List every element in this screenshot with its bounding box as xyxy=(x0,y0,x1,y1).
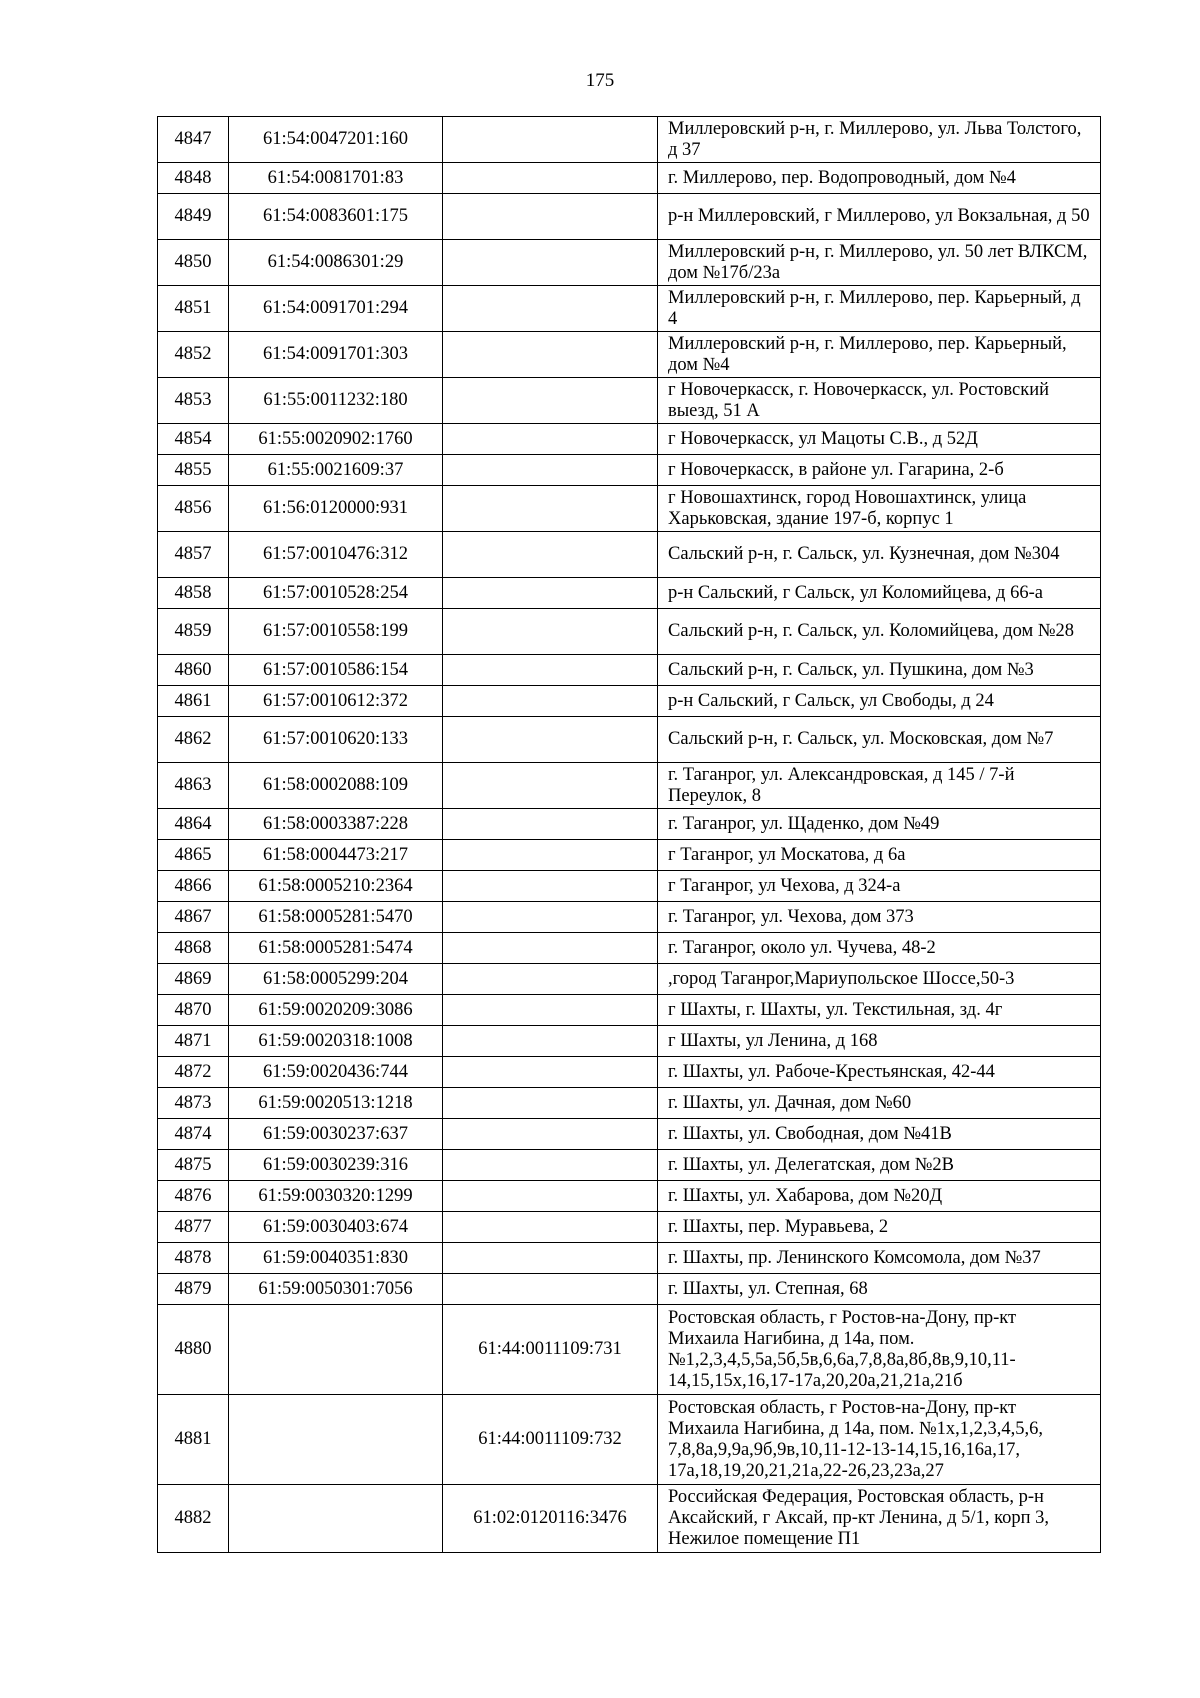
address-cell: г. Шахты, ул. Рабоче-Крестьянская, 42-44 xyxy=(658,1057,1101,1088)
row-number-cell: 4865 xyxy=(158,840,229,871)
cadastral-number-cell: 61:58:0005299:204 xyxy=(229,964,443,995)
table-row xyxy=(158,332,1101,378)
table-row xyxy=(158,117,1101,163)
premises-cadastral-number-cell xyxy=(443,424,658,455)
address-cell: Российская Федерация, Ростовская область, р-н Аксайский, г Аксай, пр-кт Ленина, д 5/1, корп 3, Нежилое помещение П1 xyxy=(658,1485,1101,1553)
row-number-cell: 4852 xyxy=(158,332,229,378)
premises-cadastral-number-cell: 61:02:0120116:3476 xyxy=(443,1485,658,1553)
premises-cadastral-number-cell xyxy=(443,1088,658,1119)
cadastral-number-cell: 61:59:0030403:674 xyxy=(229,1212,443,1243)
table-row xyxy=(158,240,1101,286)
row-number-cell: 4864 xyxy=(158,809,229,840)
premises-cadastral-number-cell xyxy=(443,486,658,532)
cadastral-number-cell: 61:54:0086301:29 xyxy=(229,240,443,286)
cadastral-number-cell: 61:59:0040351:830 xyxy=(229,1243,443,1274)
address-cell: р-н Сальский, г Сальск, ул Свободы, д 24 xyxy=(658,686,1101,717)
table-row xyxy=(158,455,1101,486)
address-cell: г. Таганрог, ул. Щаденко, дом №49 xyxy=(658,809,1101,840)
address-cell: г. Миллерово, пер. Водопроводный, дом №4 xyxy=(658,163,1101,194)
row-number-cell: 4858 xyxy=(158,578,229,609)
table-row xyxy=(158,1181,1101,1212)
row-number-cell: 4857 xyxy=(158,532,229,578)
address-cell: р-н Миллеровский, г Миллерово, ул Вокзальная, д 50 xyxy=(658,194,1101,240)
row-number-cell: 4874 xyxy=(158,1119,229,1150)
table-row xyxy=(158,763,1101,809)
cadastral-number-cell: 61:59:0020318:1008 xyxy=(229,1026,443,1057)
premises-cadastral-number-cell xyxy=(443,1181,658,1212)
row-number-cell: 4881 xyxy=(158,1395,229,1485)
property-table xyxy=(157,116,1101,1553)
premises-cadastral-number-cell: 61:44:0011109:732 xyxy=(443,1395,658,1485)
premises-cadastral-number-cell xyxy=(443,194,658,240)
row-number-cell: 4867 xyxy=(158,902,229,933)
address-cell: г Шахты, ул Ленина, д 168 xyxy=(658,1026,1101,1057)
table-row xyxy=(158,578,1101,609)
cadastral-number-cell: 61:57:0010612:372 xyxy=(229,686,443,717)
cadastral-number-cell: 61:55:0011232:180 xyxy=(229,378,443,424)
page-number: 175 xyxy=(585,70,615,91)
row-number-cell: 4872 xyxy=(158,1057,229,1088)
table-row xyxy=(158,1212,1101,1243)
address-cell: г Таганрог, ул Москатова, д 6а xyxy=(658,840,1101,871)
row-number-cell: 4848 xyxy=(158,163,229,194)
table-row xyxy=(158,194,1101,240)
table-row xyxy=(158,717,1101,763)
cadastral-number-cell: 61:54:0081701:83 xyxy=(229,163,443,194)
cadastral-number-cell: 61:58:0005210:2364 xyxy=(229,871,443,902)
premises-cadastral-number-cell xyxy=(443,717,658,763)
row-number-cell: 4868 xyxy=(158,933,229,964)
row-number-cell: 4878 xyxy=(158,1243,229,1274)
address-cell: Миллеровский р-н, г. Миллерово, ул. 50 лет ВЛКСМ, дом №17б/23а xyxy=(658,240,1101,286)
address-cell: Ростовская область, г Ростов-на-Дону, пр-кт Михаила Нагибина, д 14а, пом. №1х,1,2,3,4,5,6, 7,8,8а,9,9а,9б,9в,10,11-12-13-14,15,16,16а,17, 17а,18,19,20,21,21а,22-26,23,23а,27 xyxy=(658,1395,1101,1485)
premises-cadastral-number-cell xyxy=(443,995,658,1026)
address-cell: Сальский р-н, г. Сальск, ул. Коломийцева, дом №28 xyxy=(658,609,1101,655)
address-cell: Сальский р-н, г. Сальск, ул. Кузнечная, дом №304 xyxy=(658,532,1101,578)
address-cell: г Новочеркасск, г. Новочеркасск, ул. Ростовский выезд, 51 А xyxy=(658,378,1101,424)
address-cell: Ростовская область, г Ростов-на-Дону, пр-кт Михаила Нагибина, д 14а, пом.№1,2,3,4,5,5а,5б,5в,6,6а,7,8,8а,8б,8в,9,10,11-14,15,15х,16,17-17а,20,20а,21,21а,21б xyxy=(658,1305,1101,1395)
cadastral-number-cell: 61:57:0010528:254 xyxy=(229,578,443,609)
cadastral-number-cell: 61:57:0010620:133 xyxy=(229,717,443,763)
row-number-cell: 4870 xyxy=(158,995,229,1026)
row-number-cell: 4862 xyxy=(158,717,229,763)
address-cell: Миллеровский р-н, г. Миллерово, пер. Карьерный, д 4 xyxy=(658,286,1101,332)
cadastral-number-cell: 61:55:0020902:1760 xyxy=(229,424,443,455)
table-row xyxy=(158,1305,1101,1395)
row-number-cell: 4871 xyxy=(158,1026,229,1057)
table-row xyxy=(158,1026,1101,1057)
row-number-cell: 4860 xyxy=(158,655,229,686)
row-number-cell: 4880 xyxy=(158,1305,229,1395)
row-number-cell: 4877 xyxy=(158,1212,229,1243)
row-number-cell: 4876 xyxy=(158,1181,229,1212)
row-number-cell: 4879 xyxy=(158,1274,229,1305)
row-number-cell: 4866 xyxy=(158,871,229,902)
row-number-cell: 4849 xyxy=(158,194,229,240)
address-cell: Сальский р-н, г. Сальск, ул. Московская, дом №7 xyxy=(658,717,1101,763)
premises-cadastral-number-cell xyxy=(443,1026,658,1057)
cadastral-number-cell: 61:57:0010586:154 xyxy=(229,655,443,686)
row-number-cell: 4854 xyxy=(158,424,229,455)
cadastral-number-cell: 61:54:0091701:303 xyxy=(229,332,443,378)
premises-cadastral-number-cell xyxy=(443,1057,658,1088)
cadastral-number-cell: 61:59:0020436:744 xyxy=(229,1057,443,1088)
cadastral-number-cell xyxy=(229,1305,443,1395)
premises-cadastral-number-cell xyxy=(443,286,658,332)
address-cell: г. Шахты, пер. Муравьева, 2 xyxy=(658,1212,1101,1243)
premises-cadastral-number-cell xyxy=(443,532,658,578)
table-row xyxy=(158,933,1101,964)
address-cell: г. Шахты, ул. Степная, 68 xyxy=(658,1274,1101,1305)
row-number-cell: 4853 xyxy=(158,378,229,424)
cadastral-number-cell: 61:59:0030239:316 xyxy=(229,1150,443,1181)
premises-cadastral-number-cell xyxy=(443,809,658,840)
cadastral-number-cell: 61:59:0020209:3086 xyxy=(229,995,443,1026)
row-number-cell: 4873 xyxy=(158,1088,229,1119)
premises-cadastral-number-cell xyxy=(443,1274,658,1305)
address-cell: г. Таганрог, ул. Чехова, дом 373 xyxy=(658,902,1101,933)
cadastral-number-cell: 61:58:0003387:228 xyxy=(229,809,443,840)
row-number-cell: 4861 xyxy=(158,686,229,717)
address-cell: г Новочеркасск, ул Мацоты С.В., д 52Д xyxy=(658,424,1101,455)
table-row xyxy=(158,1243,1101,1274)
row-number-cell: 4851 xyxy=(158,286,229,332)
premises-cadastral-number-cell xyxy=(443,840,658,871)
address-cell: г Таганрог, ул Чехова, д 324-а xyxy=(658,871,1101,902)
premises-cadastral-number-cell xyxy=(443,686,658,717)
table-row xyxy=(158,1119,1101,1150)
table-row xyxy=(158,871,1101,902)
table-row xyxy=(158,1088,1101,1119)
cadastral-number-cell: 61:59:0050301:7056 xyxy=(229,1274,443,1305)
premises-cadastral-number-cell xyxy=(443,117,658,163)
address-cell: г. Шахты, ул. Делегатская, дом №2В xyxy=(658,1150,1101,1181)
table-row xyxy=(158,286,1101,332)
premises-cadastral-number-cell xyxy=(443,609,658,655)
cadastral-number-cell: 61:58:0005281:5474 xyxy=(229,933,443,964)
premises-cadastral-number-cell xyxy=(443,933,658,964)
premises-cadastral-number-cell xyxy=(443,578,658,609)
table-row xyxy=(158,840,1101,871)
premises-cadastral-number-cell xyxy=(443,1150,658,1181)
premises-cadastral-number-cell xyxy=(443,763,658,809)
table-row xyxy=(158,1274,1101,1305)
cadastral-number-cell: 61:58:0002088:109 xyxy=(229,763,443,809)
cadastral-number-cell: 61:55:0021609:37 xyxy=(229,455,443,486)
premises-cadastral-number-cell xyxy=(443,871,658,902)
cadastral-number-cell: 61:57:0010558:199 xyxy=(229,609,443,655)
cadastral-number-cell xyxy=(229,1395,443,1485)
row-number-cell: 4869 xyxy=(158,964,229,995)
cadastral-number-cell: 61:57:0010476:312 xyxy=(229,532,443,578)
table-row xyxy=(158,532,1101,578)
premises-cadastral-number-cell xyxy=(443,163,658,194)
address-cell: г Новошахтинск, город Новошахтинск, улица Харьковская, здание 197-б, корпус 1 xyxy=(658,486,1101,532)
address-cell: г Шахты, г. Шахты, ул. Текстильная, зд. 4г xyxy=(658,995,1101,1026)
table-row xyxy=(158,486,1101,532)
table-row xyxy=(158,902,1101,933)
table-row xyxy=(158,609,1101,655)
table-row xyxy=(158,163,1101,194)
table-row xyxy=(158,1150,1101,1181)
address-cell: Миллеровский р-н, г. Миллерово, ул. Льва Толстого, д 37 xyxy=(658,117,1101,163)
table-row xyxy=(158,686,1101,717)
cadastral-number-cell: 61:56:0120000:931 xyxy=(229,486,443,532)
premises-cadastral-number-cell xyxy=(443,902,658,933)
address-cell: г. Таганрог, ул. Александровская, д 145 / 7-й Переулок, 8 xyxy=(658,763,1101,809)
address-cell: г Новочеркасск, в районе ул. Гагарина, 2-б xyxy=(658,455,1101,486)
row-number-cell: 4850 xyxy=(158,240,229,286)
cadastral-number-cell: 61:54:0083601:175 xyxy=(229,194,443,240)
table-row xyxy=(158,995,1101,1026)
cadastral-number-cell: 61:54:0091701:294 xyxy=(229,286,443,332)
row-number-cell: 4859 xyxy=(158,609,229,655)
table-row xyxy=(158,1395,1101,1485)
premises-cadastral-number-cell xyxy=(443,455,658,486)
cadastral-number-cell: 61:59:0020513:1218 xyxy=(229,1088,443,1119)
cadastral-number-cell: 61:58:0005281:5470 xyxy=(229,902,443,933)
cadastral-number-cell: 61:58:0004473:217 xyxy=(229,840,443,871)
cadastral-number-cell xyxy=(229,1485,443,1553)
premises-cadastral-number-cell xyxy=(443,1212,658,1243)
row-number-cell: 4882 xyxy=(158,1485,229,1553)
address-cell: г. Шахты, ул. Дачная, дом №60 xyxy=(658,1088,1101,1119)
table-row xyxy=(158,655,1101,686)
premises-cadastral-number-cell xyxy=(443,332,658,378)
row-number-cell: 4855 xyxy=(158,455,229,486)
premises-cadastral-number-cell xyxy=(443,1243,658,1274)
premises-cadastral-number-cell xyxy=(443,1119,658,1150)
premises-cadastral-number-cell xyxy=(443,378,658,424)
address-cell: г. Шахты, пр. Ленинского Комсомола, дом №37 xyxy=(658,1243,1101,1274)
address-cell: ,город Таганрог,Мариупольское Шоссе,50-3 xyxy=(658,964,1101,995)
table-row xyxy=(158,1485,1101,1553)
premises-cadastral-number-cell xyxy=(443,240,658,286)
premises-cadastral-number-cell xyxy=(443,655,658,686)
cadastral-number-cell: 61:54:0047201:160 xyxy=(229,117,443,163)
address-cell: р-н Сальский, г Сальск, ул Коломийцева, д 66-а xyxy=(658,578,1101,609)
table-row xyxy=(158,1057,1101,1088)
table-row xyxy=(158,424,1101,455)
row-number-cell: 4875 xyxy=(158,1150,229,1181)
row-number-cell: 4863 xyxy=(158,763,229,809)
table-row xyxy=(158,809,1101,840)
address-cell: г. Шахты, ул. Хабарова, дом №20Д xyxy=(658,1181,1101,1212)
row-number-cell: 4856 xyxy=(158,486,229,532)
row-number-cell: 4847 xyxy=(158,117,229,163)
address-cell: г. Шахты, ул. Свободная, дом №41В xyxy=(658,1119,1101,1150)
address-cell: Сальский р-н, г. Сальск, ул. Пушкина, дом №3 xyxy=(658,655,1101,686)
table-row xyxy=(158,378,1101,424)
premises-cadastral-number-cell: 61:44:0011109:731 xyxy=(443,1305,658,1395)
address-cell: Миллеровский р-н, г. Миллерово, пер. Карьерный, дом №4 xyxy=(658,332,1101,378)
address-cell: г. Таганрог, около ул. Чучева, 48-2 xyxy=(658,933,1101,964)
table-row xyxy=(158,964,1101,995)
cadastral-number-cell: 61:59:0030237:637 xyxy=(229,1119,443,1150)
premises-cadastral-number-cell xyxy=(443,964,658,995)
cadastral-number-cell: 61:59:0030320:1299 xyxy=(229,1181,443,1212)
